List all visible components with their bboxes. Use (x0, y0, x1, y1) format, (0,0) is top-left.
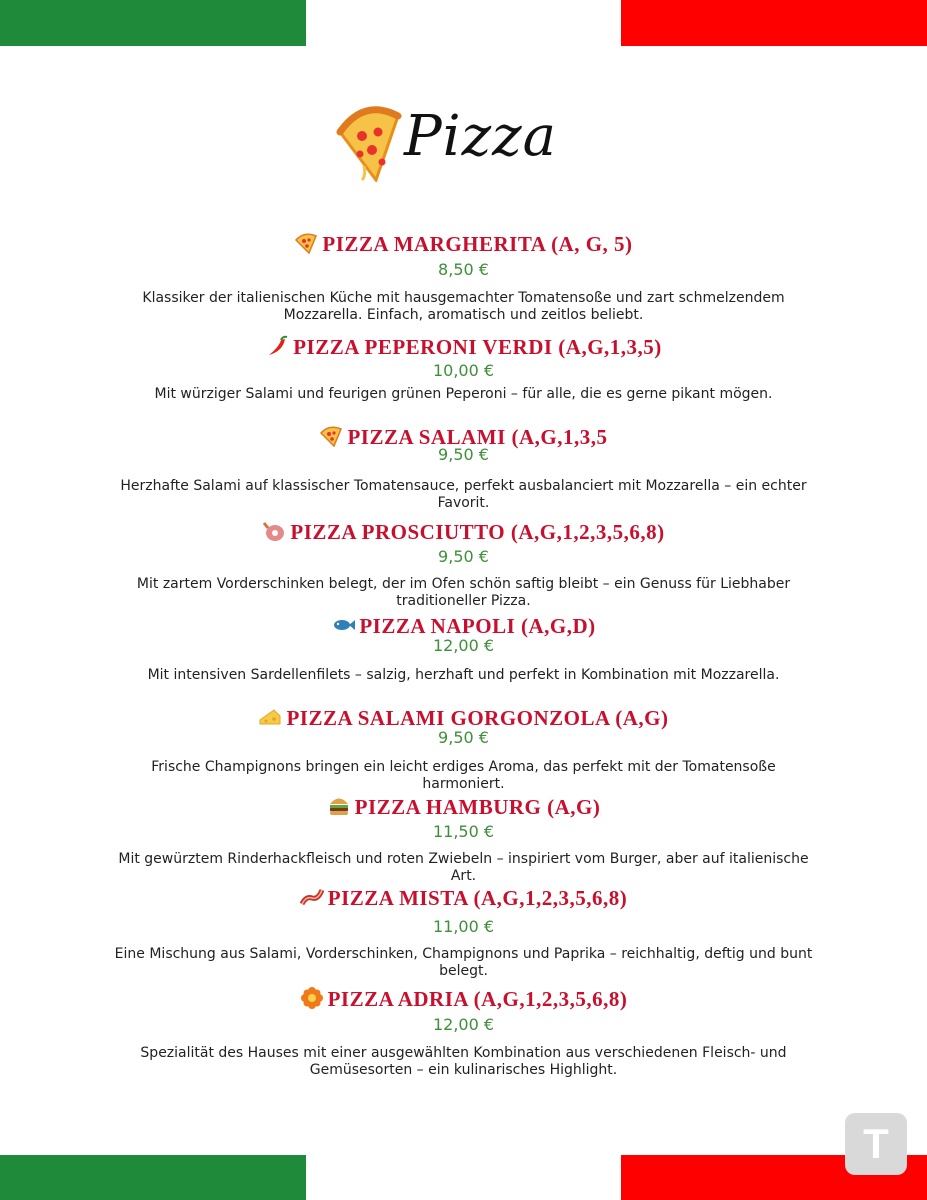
item-description: Mit würziger Salami und feurigen grünen Peperoni – für alle, die es gerne pikant mögen. (154, 386, 773, 402)
item-description: Eine Mischung aus Salami, Vorderschinken, Champignons und Paprika – reichhaltig, deftig und bunt belegt. (114, 946, 813, 979)
item-name: PIZZA NAPOLI (A,G,D) (359, 614, 596, 638)
item-description: Mit intensiven Sardellenfilets – salzig, herzhaft und perfekt in Kombination mit Mozzarella. (147, 667, 780, 683)
menu-item (0, 705, 927, 793)
top-red-band (621, 0, 927, 46)
item-description: Klassiker der italienischen Küche mit hausgemachter Tomatensoße und zart schmelzendem Mozzarella. Einfach, aromatisch und zeitlos beliebt. (142, 290, 785, 323)
item-name: PIZZA MISTA (A,G,1,2,3,5,6,8) (327, 886, 628, 910)
menu-item (0, 885, 927, 980)
menu-item (0, 334, 927, 403)
menu-title: Pizza (404, 104, 557, 169)
fish-icon (331, 614, 355, 636)
item-description: Mit gewürztem Rinderhackfleisch und roten Zwiebeln – inspiriert vom Burger, aber auf italienische Art. (118, 851, 809, 884)
item-description: Spezialität des Hauses mit einer ausgewählten Kombination aus verschiedenen Fleisch- und Gemüsesorten – ein kulinarisches Highlight. (140, 1045, 787, 1078)
top-green-band (0, 0, 306, 46)
ham-icon (262, 520, 286, 542)
item-name-row (0, 885, 927, 911)
item-description: Frische Champignons bringen ein leicht erdiges Aroma, das perfekt mit der Tomatensoße harmoniert. (151, 759, 776, 792)
item-price: 11,50 € (432, 822, 495, 841)
pizza-slice-icon (334, 102, 404, 182)
item-price: 9,50 € (438, 445, 489, 464)
t-logo-letter: T (863, 1120, 889, 1167)
flower-icon (300, 987, 324, 1009)
item-name-row (0, 986, 927, 1012)
menu-item (0, 519, 927, 610)
item-name: PIZZA MARGHERITA (A, G, 5) (322, 232, 633, 256)
t-logo-icon (845, 1113, 907, 1175)
menu-header (0, 96, 927, 196)
chili-pepper-icon (265, 335, 289, 357)
item-name: PIZZA ADRIA (A,G,1,2,3,5,6,8) (327, 987, 628, 1011)
item-price: 12,00 € (432, 636, 495, 655)
item-price: 12,00 € (432, 1015, 495, 1034)
item-price: 10,00 € (432, 361, 495, 380)
item-name-row (0, 794, 927, 820)
menu-item (0, 424, 927, 512)
cheese-icon (258, 706, 282, 728)
item-name-row (0, 334, 927, 360)
menu-item (0, 613, 927, 684)
item-name: PIZZA HAMBURG (A,G) (354, 795, 601, 819)
bacon-icon (300, 886, 324, 908)
item-name: PIZZA PEPERONI VERDI (A,G,1,3,5) (293, 335, 662, 359)
item-name-row (0, 519, 927, 545)
item-name-row (0, 231, 927, 257)
item-price: 8,50 € (438, 260, 489, 279)
pizza-slice-icon (319, 425, 343, 447)
item-price: 9,50 € (438, 728, 489, 747)
item-price: 9,50 € (438, 547, 489, 566)
burger-icon (327, 795, 351, 817)
menu-item (0, 794, 927, 885)
menu-item (0, 231, 927, 324)
item-description: Mit zartem Vorderschinken belegt, der im Ofen schön saftig bleibt – ein Genuss für Liebhaber traditioneller Pizza. (136, 576, 791, 609)
item-description: Herzhafte Salami auf klassischer Tomatensauce, perfekt ausbalanciert mit Mozzarella – ein echter Favorit. (120, 478, 807, 511)
item-name: PIZZA SALAMI (A,G,1,3,5 (347, 425, 608, 449)
pizza-slice-icon (294, 232, 318, 254)
item-name: PIZZA SALAMI GORGONZOLA (A,G) (286, 706, 669, 730)
item-name: PIZZA PROSCIUTTO (A,G,1,2,3,5,6,8) (290, 520, 665, 544)
menu-item (0, 986, 927, 1079)
item-price: 11,00 € (432, 917, 495, 936)
bottom-green-band (0, 1155, 306, 1200)
